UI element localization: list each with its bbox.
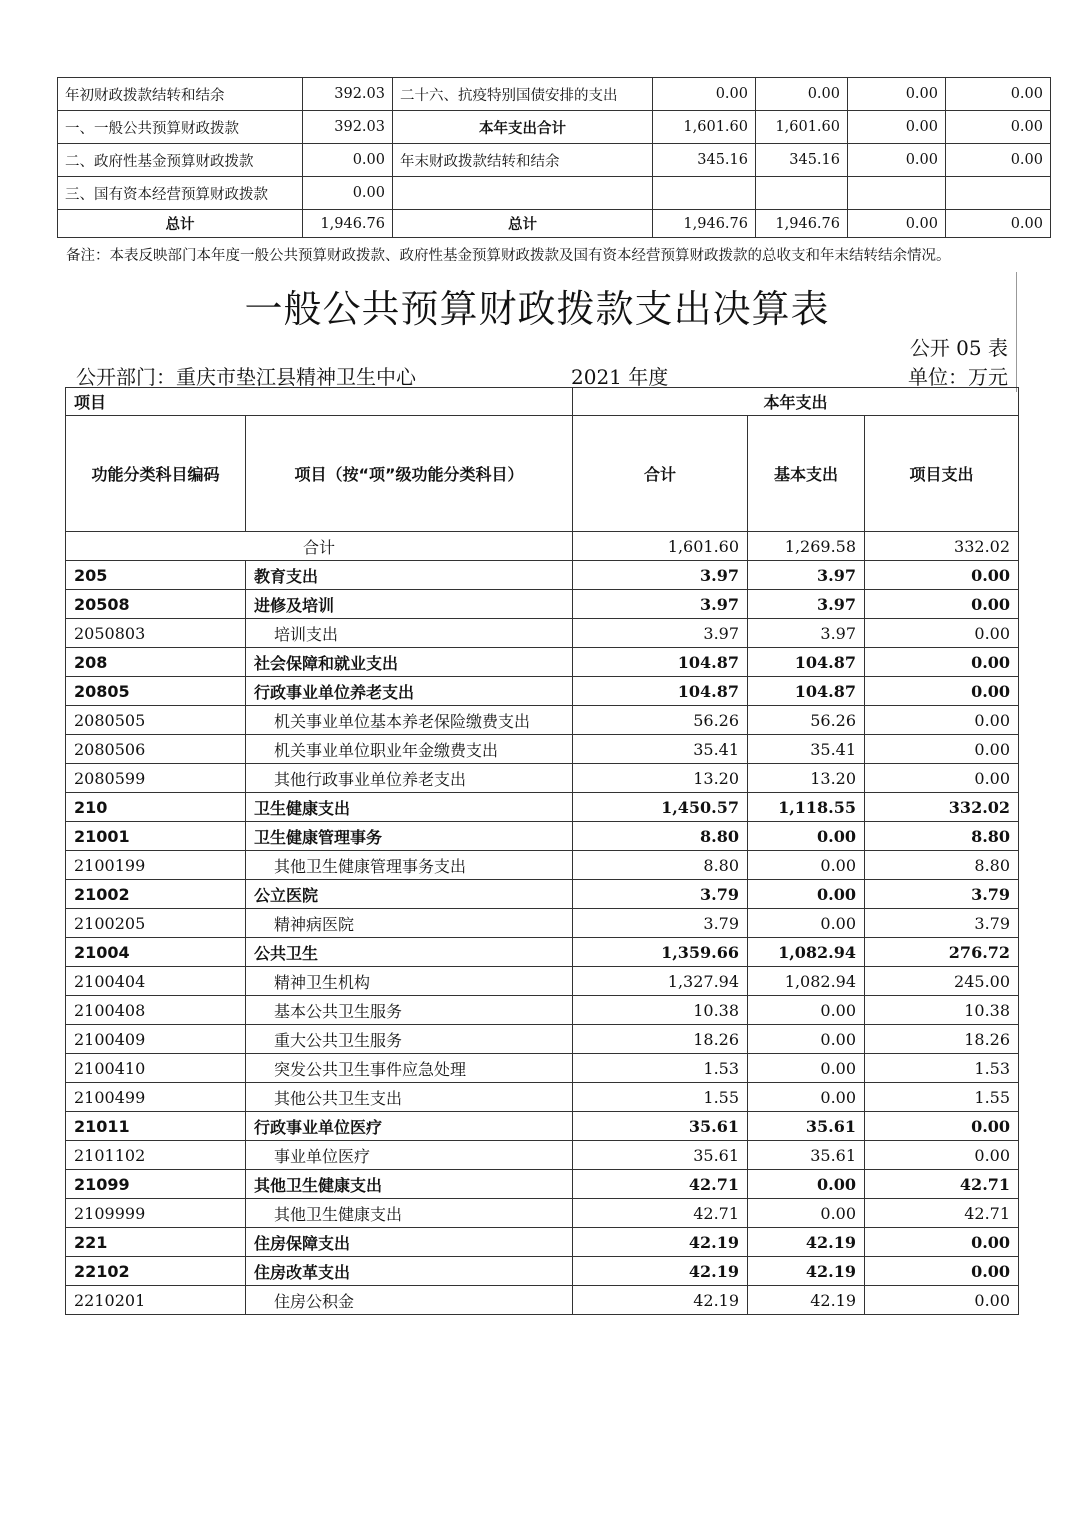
table-row [66,1228,1019,1257]
total-value: 8.80 [573,851,748,880]
item-name: 行政事业单位养老支出 [246,677,573,706]
expense-value-capital [946,177,1051,210]
income-value: 0.00 [303,177,393,210]
basic-value: 104.87 [748,677,865,706]
item-name: 进修及培训 [246,590,573,619]
table-row [66,909,1019,938]
item-name: 公共卫生 [246,938,573,967]
function-code: 2050803 [66,619,246,648]
total-value: 3.79 [573,880,748,909]
table-row [66,619,1019,648]
function-code: 2100408 [66,996,246,1025]
table-row [66,561,1019,590]
table-row [66,648,1019,677]
function-code: 20508 [66,590,246,619]
table-row [66,793,1019,822]
expense-total-v2: 1,946.76 [756,210,848,238]
table-row [66,590,1019,619]
function-code: 21002 [66,880,246,909]
unit-label: 单位：万元 [908,365,1008,389]
table-row [66,1170,1019,1199]
basic-value: 42.19 [748,1257,865,1286]
item-name: 卫生健康管理事务 [246,822,573,851]
item-name: 基本公共卫生服务 [246,996,573,1025]
income-total-label: 总计 [58,210,303,238]
income-value: 392.03 [303,78,393,111]
table-row [66,677,1019,706]
total-value: 3.79 [573,909,748,938]
item-name: 其他行政事业单位养老支出 [246,764,573,793]
function-code: 2080599 [66,764,246,793]
total-row-basic: 1,269.58 [748,532,865,561]
project-value: 0.00 [865,619,1019,648]
table-row [66,1199,1019,1228]
expense-label: 二十六、抗疫特别国债安排的支出 [393,78,653,111]
total-value: 42.19 [573,1228,748,1257]
basic-value: 0.00 [748,880,865,909]
project-value: 0.00 [865,590,1019,619]
basic-value: 3.97 [748,561,865,590]
header-code: 功能分类科目编码 [66,416,246,532]
basic-value: 42.19 [748,1228,865,1257]
table-row [66,1054,1019,1083]
function-code: 2100409 [66,1025,246,1054]
item-name: 公立医院 [246,880,573,909]
header-basic: 基本支出 [748,416,865,532]
header-total: 合计 [573,416,748,532]
total-value: 1,450.57 [573,793,748,822]
expense-value-total: 1,601.60 [653,111,756,144]
total-value: 1.55 [573,1083,748,1112]
table-code: 公开 05 表 [909,336,1008,360]
function-code: 21001 [66,822,246,851]
income-value: 392.03 [303,111,393,144]
table-row [66,1257,1019,1286]
header-item: 项目（按“项”级功能分类科目） [246,416,573,532]
table-row [66,822,1019,851]
expense-value-general: 1,601.60 [756,111,848,144]
expense-value-total: 0.00 [653,78,756,111]
summary-row [58,78,1051,111]
summary-row [58,177,1051,210]
department-label: 公开部门：重庆市垫江县精神卫生中心 [76,365,416,389]
expenditure-table [65,387,1019,1315]
project-value: 3.79 [865,880,1019,909]
total-row [66,532,1019,561]
income-value: 0.00 [303,144,393,177]
project-value: 0.00 [865,1112,1019,1141]
basic-value: 1,118.55 [748,793,865,822]
basic-value: 0.00 [748,822,865,851]
expense-value-general [756,177,848,210]
basic-value: 1,082.94 [748,938,865,967]
expense-value-fund: 0.00 [848,78,946,111]
function-code: 2100410 [66,1054,246,1083]
basic-value: 13.20 [748,764,865,793]
function-code: 2101102 [66,1141,246,1170]
item-name: 机关事业单位基本养老保险缴费支出 [246,706,573,735]
table-row [66,880,1019,909]
expense-total-label: 总计 [393,210,653,238]
basic-value: 0.00 [748,1054,865,1083]
table-row [66,851,1019,880]
function-code: 205 [66,561,246,590]
basic-value: 0.00 [748,851,865,880]
income-label: 一、一般公共预算财政拨款 [58,111,303,144]
expense-value-capital: 0.00 [946,111,1051,144]
item-name: 其他卫生健康管理事务支出 [246,851,573,880]
item-name: 住房改革支出 [246,1257,573,1286]
project-value: 0.00 [865,1257,1019,1286]
expense-value-general: 0.00 [756,78,848,111]
expense-label: 本年支出合计 [393,111,653,144]
header-row-2 [66,416,1019,532]
table-row [66,706,1019,735]
table-note: 备注：本表反映部门本年度一般公共预算财政拨款、政府性基金预算财政拨款及国有资本经营预算财政拨款的总收支和年末结转结余情况。 [66,248,951,264]
item-name: 事业单位医疗 [246,1141,573,1170]
basic-value: 0.00 [748,1083,865,1112]
total-value: 18.26 [573,1025,748,1054]
total-value: 42.19 [573,1286,748,1315]
basic-value: 42.19 [748,1286,865,1315]
function-code: 2100205 [66,909,246,938]
table-row [66,938,1019,967]
item-name: 住房公积金 [246,1286,573,1315]
total-value: 35.41 [573,735,748,764]
item-name: 行政事业单位医疗 [246,1112,573,1141]
function-code: 2210201 [66,1286,246,1315]
item-name: 其他公共卫生支出 [246,1083,573,1112]
item-name: 社会保障和就业支出 [246,648,573,677]
total-value: 3.97 [573,590,748,619]
basic-value: 104.87 [748,648,865,677]
summary-row [58,144,1051,177]
project-value: 0.00 [865,561,1019,590]
total-row-total: 1,601.60 [573,532,748,561]
header-project-expense: 项目支出 [865,416,1019,532]
basic-value: 35.41 [748,735,865,764]
project-value: 0.00 [865,706,1019,735]
function-code: 2100404 [66,967,246,996]
function-code: 21099 [66,1170,246,1199]
project-value: 0.00 [865,677,1019,706]
project-value: 0.00 [865,1228,1019,1257]
project-value: 42.71 [865,1170,1019,1199]
project-value: 1.55 [865,1083,1019,1112]
item-name: 卫生健康支出 [246,793,573,822]
project-value: 10.38 [865,996,1019,1025]
income-label: 二、政府性基金预算财政拨款 [58,144,303,177]
expense-label: 年末财政拨款结转和结余 [393,144,653,177]
project-value: 0.00 [865,735,1019,764]
item-name: 精神病医院 [246,909,573,938]
project-value: 42.71 [865,1199,1019,1228]
function-code: 22102 [66,1257,246,1286]
function-code: 2080505 [66,706,246,735]
table-row [66,1141,1019,1170]
item-name: 培训支出 [246,619,573,648]
header-row-1 [66,388,1019,416]
basic-value: 0.00 [748,996,865,1025]
project-value: 332.02 [865,793,1019,822]
income-label: 三、国有资本经营预算财政拨款 [58,177,303,210]
header-project: 项目 [66,388,573,416]
income-label: 年初财政拨款结转和结余 [58,78,303,111]
total-value: 42.19 [573,1257,748,1286]
project-value: 0.00 [865,764,1019,793]
table-row [66,967,1019,996]
basic-value: 0.00 [748,909,865,938]
total-value: 10.38 [573,996,748,1025]
project-value: 3.79 [865,909,1019,938]
item-name: 机关事业单位职业年金缴费支出 [246,735,573,764]
function-code: 2100499 [66,1083,246,1112]
income-expense-summary-table [57,77,1051,238]
basic-value: 3.97 [748,590,865,619]
total-value: 104.87 [573,648,748,677]
total-value: 42.71 [573,1199,748,1228]
total-value: 1,327.94 [573,967,748,996]
item-name: 其他卫生健康支出 [246,1199,573,1228]
project-value: 0.00 [865,1141,1019,1170]
basic-value: 3.97 [748,619,865,648]
basic-value: 56.26 [748,706,865,735]
function-code: 2109999 [66,1199,246,1228]
total-value: 35.61 [573,1112,748,1141]
item-name: 其他卫生健康支出 [246,1170,573,1199]
total-value: 13.20 [573,764,748,793]
total-value: 1.53 [573,1054,748,1083]
expense-value-capital: 0.00 [946,78,1051,111]
project-value: 0.00 [865,1286,1019,1315]
item-name: 教育支出 [246,561,573,590]
expense-total-v3: 0.00 [848,210,946,238]
income-total-value: 1,946.76 [303,210,393,238]
total-value: 8.80 [573,822,748,851]
expense-value-total [653,177,756,210]
total-value: 104.87 [573,677,748,706]
function-code: 221 [66,1228,246,1257]
expense-value-fund: 0.00 [848,144,946,177]
expense-value-total: 345.16 [653,144,756,177]
function-code: 20805 [66,677,246,706]
basic-value: 0.00 [748,1199,865,1228]
function-code: 2100199 [66,851,246,880]
basic-value: 0.00 [748,1025,865,1054]
table-row [66,1025,1019,1054]
basic-value: 35.61 [748,1112,865,1141]
summary-row [58,111,1051,144]
item-name: 精神卫生机构 [246,967,573,996]
table-row [66,764,1019,793]
table-row [66,996,1019,1025]
expense-value-capital: 0.00 [946,144,1051,177]
item-name: 突发公共卫生事件应急处理 [246,1054,573,1083]
expense-total-v1: 1,946.76 [653,210,756,238]
total-value: 3.97 [573,561,748,590]
function-code: 210 [66,793,246,822]
total-value: 42.71 [573,1170,748,1199]
table-row [66,1286,1019,1315]
table-row [66,1112,1019,1141]
expense-total-v4: 0.00 [946,210,1051,238]
project-value: 276.72 [865,938,1019,967]
header-current-year: 本年支出 [573,388,1019,416]
expense-value-fund [848,177,946,210]
project-value: 8.80 [865,851,1019,880]
project-value: 245.00 [865,967,1019,996]
item-name: 重大公共卫生服务 [246,1025,573,1054]
project-value: 18.26 [865,1025,1019,1054]
page-title: 一般公共预算财政拨款支出决算表 [244,287,830,331]
total-value: 35.61 [573,1141,748,1170]
basic-value: 0.00 [748,1170,865,1199]
table-row [66,735,1019,764]
basic-value: 1,082.94 [748,967,865,996]
summary-table-body [58,78,1051,238]
basic-value: 35.61 [748,1141,865,1170]
project-value: 0.00 [865,648,1019,677]
total-value: 56.26 [573,706,748,735]
function-code: 21004 [66,938,246,967]
total-row-project: 332.02 [865,532,1019,561]
expense-value-fund: 0.00 [848,111,946,144]
expense-value-general: 345.16 [756,144,848,177]
total-value: 1,359.66 [573,938,748,967]
expenditure-table-body [66,532,1019,1315]
function-code: 208 [66,648,246,677]
total-row-label: 合计 [66,532,573,561]
fiscal-year: 2021 年度 [571,365,669,389]
summary-total-row [58,210,1051,238]
total-value: 3.97 [573,619,748,648]
function-code: 21011 [66,1112,246,1141]
expense-label [393,177,653,210]
function-code: 2080506 [66,735,246,764]
project-value: 1.53 [865,1054,1019,1083]
item-name: 住房保障支出 [246,1228,573,1257]
project-value: 8.80 [865,822,1019,851]
table-row [66,1083,1019,1112]
